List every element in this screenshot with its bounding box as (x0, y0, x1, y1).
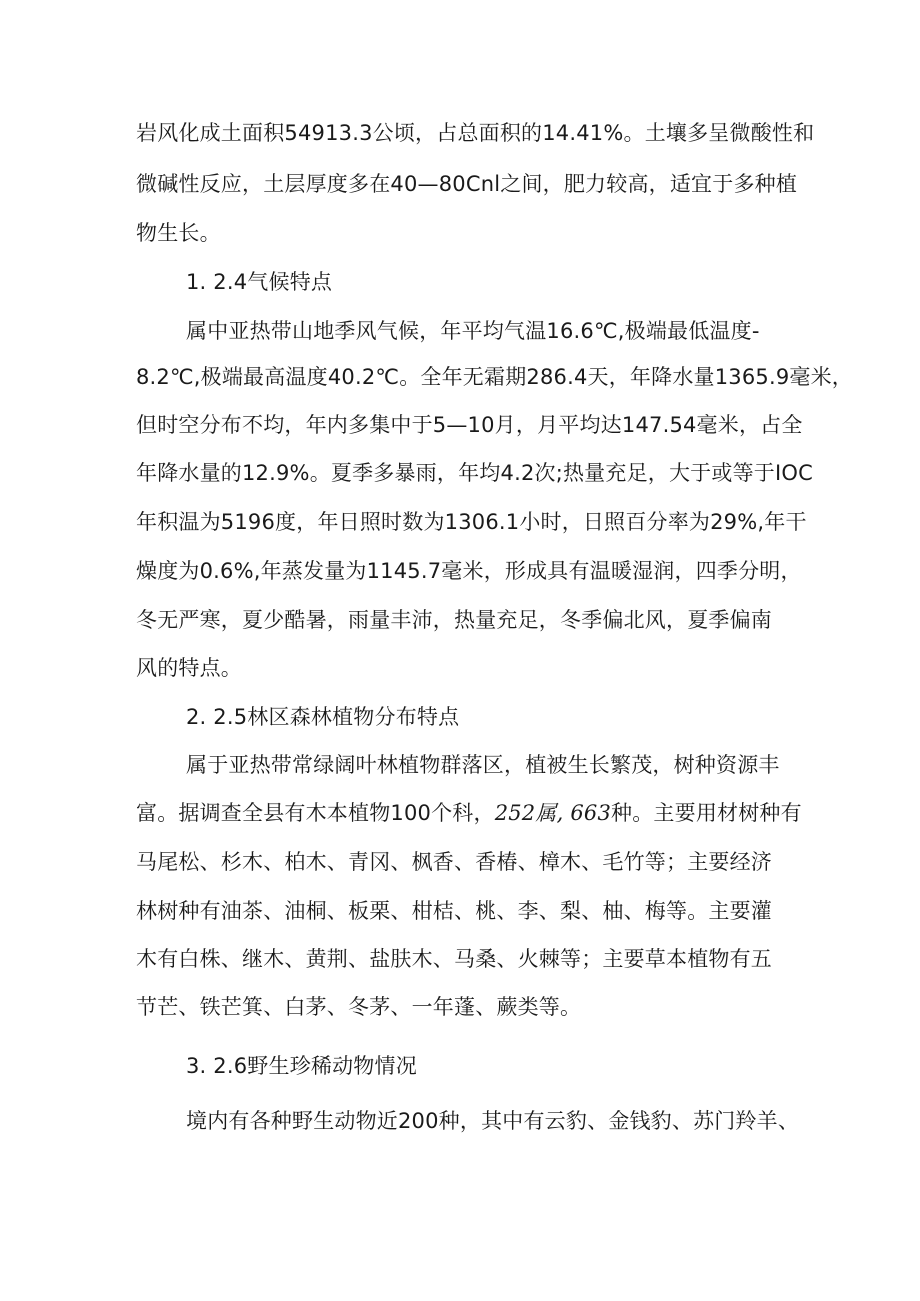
paragraph-plants-line-3: 马尾松、杉木、柏木、青冈、枫香、香椿、樟木、毛竹等；主要经济 (136, 850, 772, 874)
plants-genus-species-count: 252属, 663 (494, 801, 612, 825)
paragraph-climate-line-5: 年积温为5196度，年日照时数为1306.1小时，日照百分率为29%,年干 (136, 510, 807, 534)
paragraph-climate-line-2: 8.2℃,极端最高温度40.2℃。全年无霜期286.4天，年降水量1365.9毫米， (136, 365, 853, 389)
heading-wildlife: 3. 2.6野生珍稀动物情况 (186, 1054, 417, 1078)
paragraph-soil-line-3: 物生长。 (136, 221, 221, 245)
paragraph-plants-line-6: 节芒、铁芒箕、白茅、冬茅、一年蓬、蕨类等。 (136, 995, 582, 1019)
paragraph-climate-line-7: 冬无严寒，夏少酷暑，雨量丰沛，热量充足，冬季偏北风，夏季偏南 (136, 608, 772, 632)
paragraph-climate-line-6: 燥度为0.6%,年蒸发量为1145.7毫米，形成具有温暖湿润，四季分明， (136, 559, 802, 583)
plants-line-2-part-c: 种。主要用材树种有 (611, 801, 802, 825)
paragraph-plants-line-5: 木有白株、继木、黄荆、盐肤木、马桑、火棘等；主要草本植物有五 (136, 947, 772, 971)
heading-climate: 1. 2.4气候特点 (186, 270, 333, 294)
paragraph-climate-line-1: 属中亚热带山地季风气候，年平均气温16.6℃,极端最低温度- (186, 319, 760, 343)
paragraph-climate-line-8: 风的特点。 (136, 656, 242, 680)
plants-line-2-part-a: 富。据调查全县有木本植物100个科， (136, 801, 495, 825)
paragraph-climate-line-3: 但时空分布不均，年内多集中于5—10月，月平均达147.54毫米，占全 (136, 413, 803, 437)
paragraph-soil-line-1: 岩风化成土面积54913.3公顷，占总面积的14.41%。土壤多呈微酸性和 (136, 121, 815, 145)
heading-forest-plants: 2. 2.5林区森林植物分布特点 (186, 705, 460, 729)
paragraph-soil-line-2: 微碱性反应，土层厚度多在40—80Cnl之间，肥力较高，适宜于多种植 (136, 172, 798, 196)
paragraph-climate-line-4: 年降水量的12.9%。夏季多暴雨，年均4.2次;热量充足，大于或等于IOC (136, 461, 813, 485)
paragraph-plants-line-2 (136, 799, 802, 827)
paragraph-plants-line-4: 林树种有油茶、油桐、板栗、柑桔、桃、李、梨、柚、梅等。主要灌 (136, 899, 772, 923)
paragraph-wildlife-line-1: 境内有各种野生动物近200种，其中有云豹、金钱豹、苏门羚羊、 (186, 1109, 800, 1133)
paragraph-plants-line-1: 属于亚热带常绿阔叶林植物群落区，植被生长繁茂，树种资源丰 (186, 753, 780, 777)
